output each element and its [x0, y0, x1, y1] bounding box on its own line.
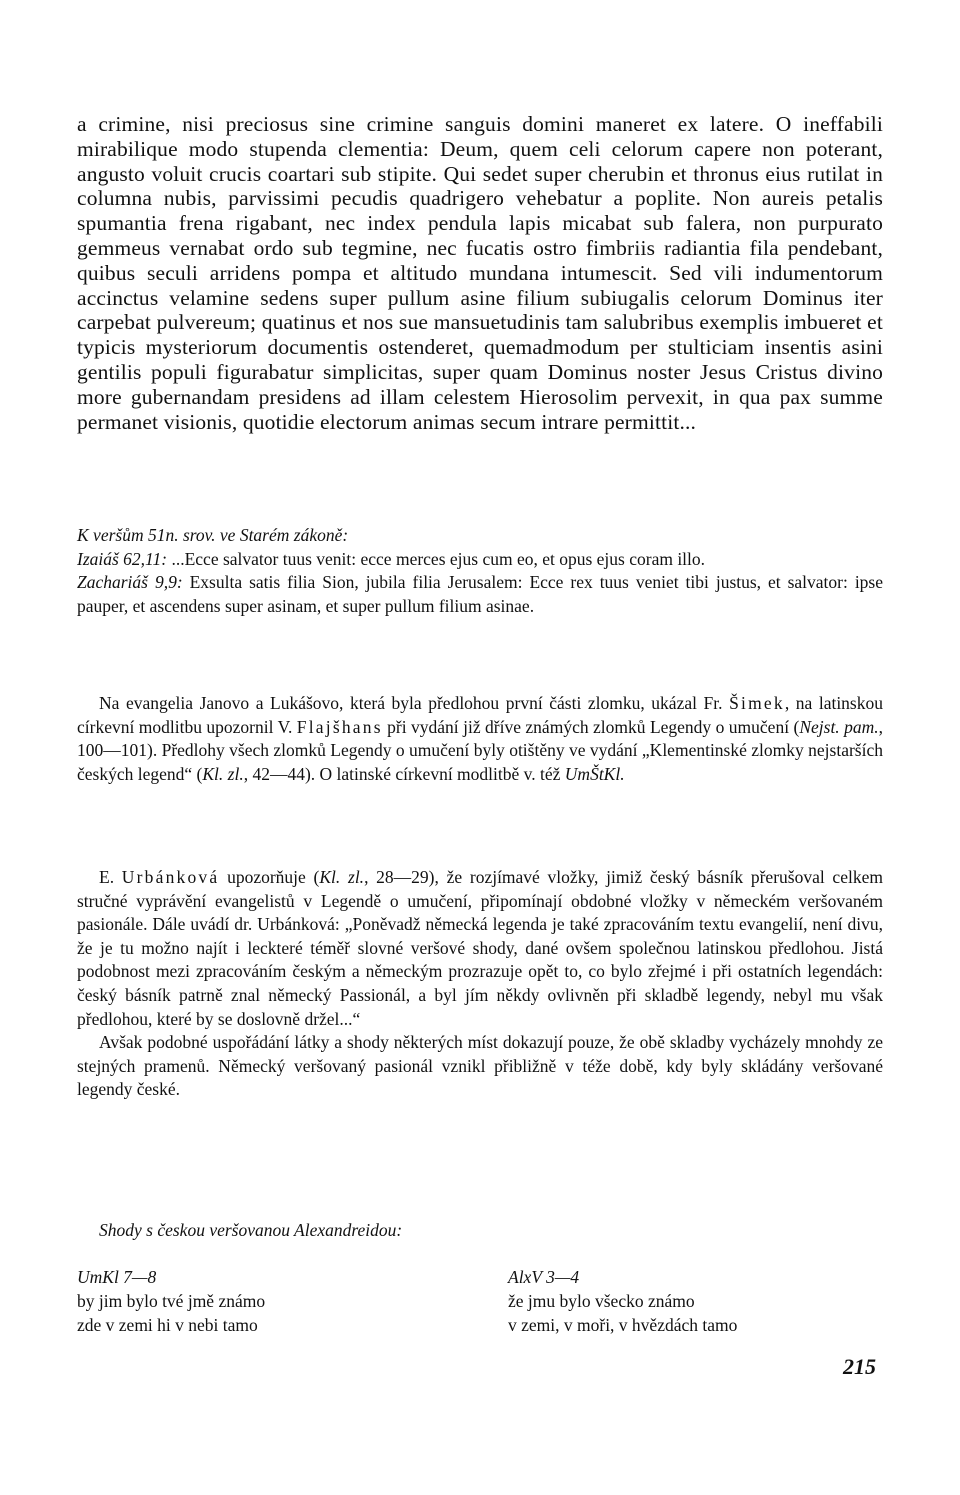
- references-heading: K veršům 51n. srov. ve Starém zákoně:: [77, 525, 349, 545]
- reference-izaias: [77, 548, 883, 572]
- commentary-urbankova-paragraph: [77, 866, 883, 1031]
- verse-ref-umkl: UmKl 7—8: [77, 1267, 157, 1287]
- citation-umstkl: UmŠtKl.: [564, 763, 625, 784]
- zacharias-quote: Exsulta satis filia Sion, jubila filia Jerusalem: Ecce rex tuus veniet tibi justus, et salvator: ipse pauper, et ascendens super asinam, et super pullum filium asinae.: [77, 572, 884, 616]
- text-run: při vydání již dříve známých zlomků Legendy o umučení (: [382, 716, 800, 737]
- zacharias-ref-label: Zachariáš 9,9:: [77, 572, 183, 593]
- text-run: Na evangelia Janovo a Lukášovo, která byla předlohou první části zlomku, ukázal Fr.: [99, 693, 730, 713]
- page-number: 215: [843, 1354, 876, 1379]
- commentary-conclusion-paragraph: Avšak podobné uspořádání látky a shody některých míst dokazují pouze, že obě skladby vycházely mnohdy ze stejných pramenů. Německý veršovaný pasionál vznikl přibližně v téže době, kdy byly skládány veršované legendy české.: [77, 1032, 883, 1100]
- verse-line: zde v zemi hi v nebi tamo: [77, 1315, 258, 1335]
- text-run: , 28—29), že rozjímavé vložky, jimiž český básník přerušoval celkem stručné vyprávění evangelistů v Legendě o umučení, připomínají obdobné vložky v německém veršovaném pasionále. Dále uvádí dr. Urbánková: „Poněvadž německá legenda je také zpracováním textu evangelií, není divu, že je tu možno najít i leckteré téměř slovné veršové shody, dané ovšem společnou latinskou předlohou. Jistá podobnost mezi zpracováním českým a německým prozrazuje opět to, co bylo zřejmé i při ostatních legendách: český básník patrně znal německý Passionál, a byl jím někdy ovlivněn při skladbě legendy, nebyl mu však předlohou, které by se doslovně držel...“: [77, 867, 883, 1029]
- commentary-sources: [77, 692, 883, 786]
- text-run: upozorňuje (: [219, 867, 320, 887]
- citation-kl-zl: Kl. zl.: [319, 867, 365, 887]
- verse-line: v zemi, v moři, v hvězdách tamo: [508, 1315, 738, 1335]
- verse-column-umkl: [77, 1265, 265, 1337]
- verse-line: by jim bylo tvé jmě známo: [77, 1291, 266, 1311]
- text-run: , na latinskou církevní modlitbu upozornil V.: [77, 693, 883, 737]
- author-simek: Šimek: [729, 693, 785, 713]
- shody-heading: Shody s českou veršovanou Alexandreidou:: [99, 1220, 403, 1240]
- text-run: E.: [99, 867, 122, 887]
- text-run: , 100—101). Předlohy všech zlomků Legendy o umučení byly otištěny ve vydání „Klementinské zlomky nejstarších českých legend“ (: [77, 716, 884, 784]
- izaias-ref-label: Izaiáš 62,11:: [77, 548, 168, 569]
- izaias-quote: ...Ecce salvator tuus venit: ecce merces ejus cum eo, et opus ejus coram illo.: [167, 548, 706, 569]
- citation-kl-zl: Kl. zl.: [202, 763, 244, 784]
- old-testament-references: [77, 524, 883, 618]
- reference-zacharias: [77, 571, 883, 618]
- author-flajshans: Flajšhans: [296, 716, 383, 737]
- latin-passage: a crimine, nisi preciosus sine crimine sanguis domini maneret ex latere. O ineffabili mirabilique modo stupenda clementia: Deum, quem celi celorum capere non poterant, angusto voluit crucis coartari sub stipite. Qui sedet super cherubin et thronus eius rutilat in columna nubis, parvissimi pecudis quadrigero vehebatur a poplite. Non aureis petalis spumantia frena rigabant, nec index pendula lapis micabat sub falera, non purpurato gemmeus vernabat ordo sub tegmine, nec fucatis ostro fimbriis radiantia fila pendebant, quibus seculi arridens pompa et altitudo mundana intumescit. Sed vili indumentorum accinctus velamine sedens super pullum asine filium subiugalis celorum Dominus iter carpebat pulvereum; quatinus et nos sue mansuetudinis tam salubribus exemplis imbueret et typicis mysteriorum documentis ostenderet, quemadmodum per stulticiam insentis asini gentilis populi figurabatur simplicitas, super quam Dominus noster Jesus Cristus divino more gubernandam presidens ad illam celestem Hierosolim pervexit, in qua pax summe permanet visionis, quotidie electorum animas secum intrare permittit...: [77, 112, 883, 434]
- text-run: , 42—44). O latinské církevní modlitbě v. též: [243, 763, 565, 784]
- verse-ref-alxv: AlxV 3—4: [508, 1267, 580, 1287]
- citation-nejst-pam: Nejst. pam.: [799, 716, 879, 737]
- verse-column-alxv: [508, 1265, 737, 1337]
- author-urbankova: Urbánková: [121, 867, 220, 887]
- commentary-sources-paragraph: [77, 692, 883, 786]
- commentary-urbankova: [77, 866, 883, 1102]
- verse-line: že jmu bylo všecko známo: [508, 1291, 695, 1311]
